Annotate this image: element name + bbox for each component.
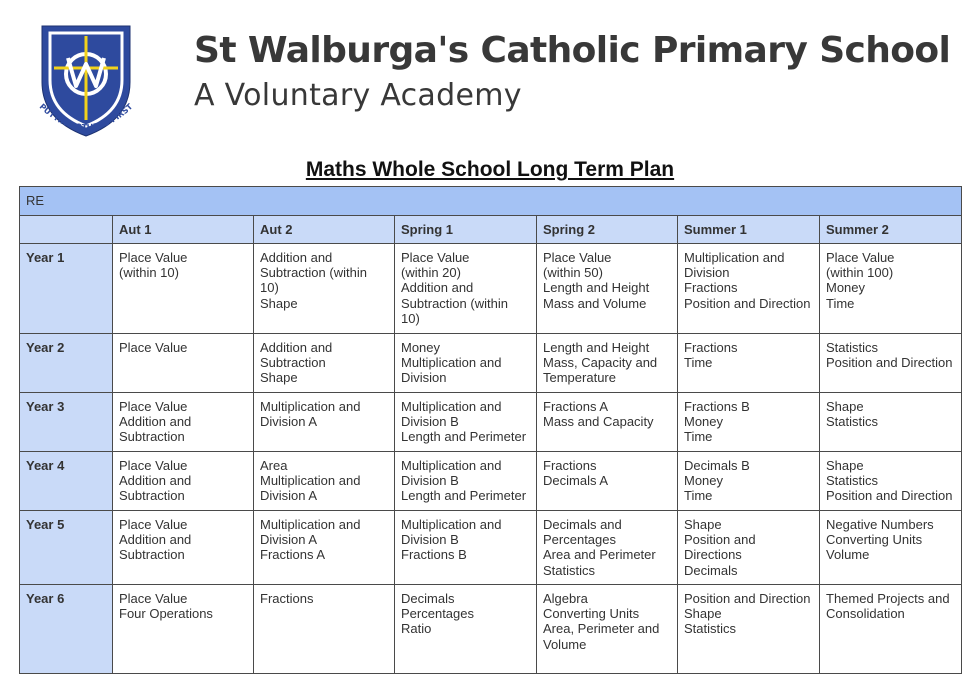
table-cell <box>113 511 254 585</box>
topic-text: Multiplication and <box>260 517 361 532</box>
year-label: Year 1 <box>20 244 113 334</box>
topic-text: Mass, Capacity and <box>543 355 658 371</box>
topic-text: Mass and Capacity <box>543 414 654 430</box>
topic-text: Multiplication and <box>401 399 502 414</box>
plan-title: Maths Whole School Long Term Plan <box>305 158 675 181</box>
topic-text: Subtraction (within <box>260 265 367 281</box>
table-cell <box>113 452 254 511</box>
year-label: Year 4 <box>20 452 113 511</box>
topic-text: Area <box>260 458 288 473</box>
topic-text: (within 100) <box>826 265 894 281</box>
topic-text: Shape <box>260 370 298 386</box>
topic-text: Division B <box>401 532 459 548</box>
section-label: RE <box>20 187 962 216</box>
topic-text: Fractions A <box>543 399 609 414</box>
table-row <box>20 244 962 334</box>
table-cell <box>537 511 678 585</box>
topic-text: Multiplication and <box>401 458 502 473</box>
school-subtitle: A Voluntary Academy <box>194 78 522 113</box>
topic-text: Subtraction <box>119 429 185 445</box>
topic-text: Fractions B <box>684 399 750 414</box>
table-cell <box>678 452 820 511</box>
topic-text: Place Value <box>826 250 895 265</box>
topic-text: Area, Perimeter and <box>543 621 660 637</box>
table-row <box>20 334 962 393</box>
topic-text: 10) <box>401 310 420 326</box>
table-cell <box>678 585 820 674</box>
table-cell <box>678 244 820 334</box>
topic-text: Position and Direction <box>826 488 953 504</box>
column-header-row <box>20 216 962 244</box>
school-crest-logo <box>30 20 142 144</box>
topic-text: Position and Direction <box>684 295 811 311</box>
topic-text: Addition and <box>260 340 333 355</box>
topic-text: Place Value <box>401 250 470 265</box>
topic-text: Four Operations <box>119 606 213 622</box>
topic-text: Directions <box>684 547 742 563</box>
topic-text: Position and Direction <box>684 591 811 606</box>
table-cell <box>820 244 962 334</box>
topic-text: Decimals <box>684 562 738 578</box>
column-header-summer-1: Summer 1 <box>678 216 820 244</box>
topic-text: Shape <box>260 295 298 311</box>
topic-text: Themed Projects and <box>826 591 950 606</box>
table-cell <box>820 511 962 585</box>
topic-text: Multiplication and <box>401 355 502 371</box>
topic-text: Volume <box>826 547 870 563</box>
topic-text: Addition and <box>119 532 192 548</box>
topic-text: Place Value <box>119 517 188 532</box>
topic-text: Fractions <box>684 280 738 296</box>
topic-text: Division <box>684 265 730 281</box>
table-cell <box>113 585 254 674</box>
topic-text: Money <box>401 340 441 355</box>
topic-text: Algebra <box>543 591 588 606</box>
topic-text: Fractions <box>684 340 738 355</box>
topic-text: Temperature <box>543 370 616 386</box>
table-cell <box>254 585 395 674</box>
topic-text: Area and Perimeter <box>543 547 656 563</box>
topic-text: Addition and <box>260 250 333 265</box>
table-cell <box>820 334 962 393</box>
topic-text: Fractions <box>260 591 314 606</box>
table-cell <box>820 452 962 511</box>
topic-text: Fractions B <box>401 547 467 563</box>
topic-text: Money <box>684 414 724 430</box>
table-cell <box>537 585 678 674</box>
year-label: Year 6 <box>20 585 113 674</box>
topic-text: Consolidation <box>826 606 905 622</box>
topic-text: Length and Height <box>543 280 650 296</box>
topic-text: Division B <box>401 414 459 430</box>
topic-text: (within 10) <box>119 265 179 281</box>
topic-text: Negative Numbers <box>826 517 934 532</box>
topic-text: Multiplication and <box>260 399 361 414</box>
topic-text: Volume <box>543 636 587 652</box>
topic-text: Addition and <box>119 414 192 430</box>
column-header-aut-1: Aut 1 <box>113 216 254 244</box>
table-cell <box>537 244 678 334</box>
topic-text: Shape <box>826 399 864 414</box>
topic-text: Decimals <box>401 591 455 606</box>
table-row <box>20 511 962 585</box>
topic-text: Time <box>684 429 713 445</box>
topic-text: Shape <box>684 517 722 532</box>
year-label: Year 3 <box>20 393 113 452</box>
topic-text: Decimals and <box>543 517 622 532</box>
table-cell <box>395 244 537 334</box>
topic-text: Position and Direction <box>826 355 953 371</box>
column-header-summer-2: Summer 2 <box>820 216 962 244</box>
section-row <box>20 187 962 216</box>
topic-text: Percentages <box>543 532 616 548</box>
table-cell <box>254 452 395 511</box>
table-cell <box>820 585 962 674</box>
column-header-spring-2: Spring 2 <box>537 216 678 244</box>
topic-text: Mass and Volume <box>543 295 647 311</box>
topic-text: Fractions <box>543 458 597 473</box>
table-cell <box>537 334 678 393</box>
table-cell <box>113 393 254 452</box>
topic-text: Subtraction (within <box>401 295 508 311</box>
column-header-spring-1: Spring 1 <box>395 216 537 244</box>
topic-text: Shape <box>826 458 864 473</box>
year-label: Year 2 <box>20 334 113 393</box>
table-cell <box>537 452 678 511</box>
topic-text: Statistics <box>826 414 879 430</box>
topic-text: Shape <box>684 606 722 622</box>
topic-text: Statistics <box>543 562 596 578</box>
topic-text: Time <box>826 295 855 311</box>
table-cell <box>395 393 537 452</box>
table-row <box>20 452 962 511</box>
topic-text: Statistics <box>684 621 737 637</box>
topic-text: (within 20) <box>401 265 461 281</box>
table-cell <box>254 244 395 334</box>
topic-text: Converting Units <box>826 532 923 548</box>
topic-text: Place Value <box>119 250 188 265</box>
table-cell <box>678 334 820 393</box>
topic-text: (within 50) <box>543 265 603 281</box>
topic-text: Division <box>401 370 447 386</box>
topic-text: Place Value <box>119 591 188 606</box>
topic-text: Ratio <box>401 621 432 637</box>
year-label: Year 5 <box>20 511 113 585</box>
topic-text: 10) <box>260 280 279 296</box>
topic-text: Length and Height <box>543 340 650 355</box>
topic-text: Statistics <box>826 473 879 489</box>
topic-text: Length and Perimeter <box>401 488 527 504</box>
logo-motto: PUTTING OTHERS FIRST <box>37 102 135 133</box>
topic-text: Place Value <box>543 250 612 265</box>
topic-text: Multiplication and <box>260 473 361 489</box>
column-header-aut-2: Aut 2 <box>254 216 395 244</box>
table-cell <box>678 511 820 585</box>
topic-text: Percentages <box>401 606 474 622</box>
topic-text: Division A <box>260 488 318 504</box>
topic-text: Subtraction <box>260 355 326 371</box>
topic-text: Subtraction <box>119 547 185 563</box>
column-header-blank <box>20 216 113 244</box>
topic-text: Fractions A <box>260 547 326 563</box>
table-cell <box>254 334 395 393</box>
topic-text: Place Value <box>119 458 188 473</box>
topic-text: Multiplication and <box>401 517 502 532</box>
topic-text: Division B <box>401 473 459 489</box>
table-cell <box>113 334 254 393</box>
topic-text: Multiplication and <box>684 250 785 265</box>
table-cell <box>537 393 678 452</box>
topic-text: Money <box>826 280 866 296</box>
topic-text: Division A <box>260 532 318 548</box>
topic-text: Place Value <box>119 399 188 414</box>
topic-text: Position and <box>684 532 756 548</box>
table-cell <box>254 393 395 452</box>
topic-text: Time <box>684 488 713 504</box>
table-row <box>20 585 962 674</box>
topic-text: Subtraction <box>119 488 185 504</box>
topic-text: Converting Units <box>543 606 640 622</box>
topic-text: Length and Perimeter <box>401 429 527 445</box>
table-cell <box>395 334 537 393</box>
topic-text: Addition and <box>119 473 192 489</box>
table-cell <box>395 585 537 674</box>
table-cell <box>254 511 395 585</box>
table-cell <box>113 244 254 334</box>
table-cell <box>395 452 537 511</box>
topic-text: Decimals B <box>684 458 750 473</box>
topic-text: Statistics <box>826 340 879 355</box>
topic-text: Division A <box>260 414 318 430</box>
topic-text: Decimals A <box>543 473 609 489</box>
table-row <box>20 393 962 452</box>
table-cell <box>820 393 962 452</box>
topic-text: Place Value <box>119 340 188 355</box>
topic-text: Money <box>684 473 724 489</box>
table-cell <box>395 511 537 585</box>
school-name: St Walburga's Catholic Primary School <box>194 30 951 71</box>
topic-text: Addition and <box>401 280 474 296</box>
topic-text: Time <box>684 355 713 371</box>
long-term-plan-table <box>19 186 962 674</box>
table-cell <box>678 393 820 452</box>
